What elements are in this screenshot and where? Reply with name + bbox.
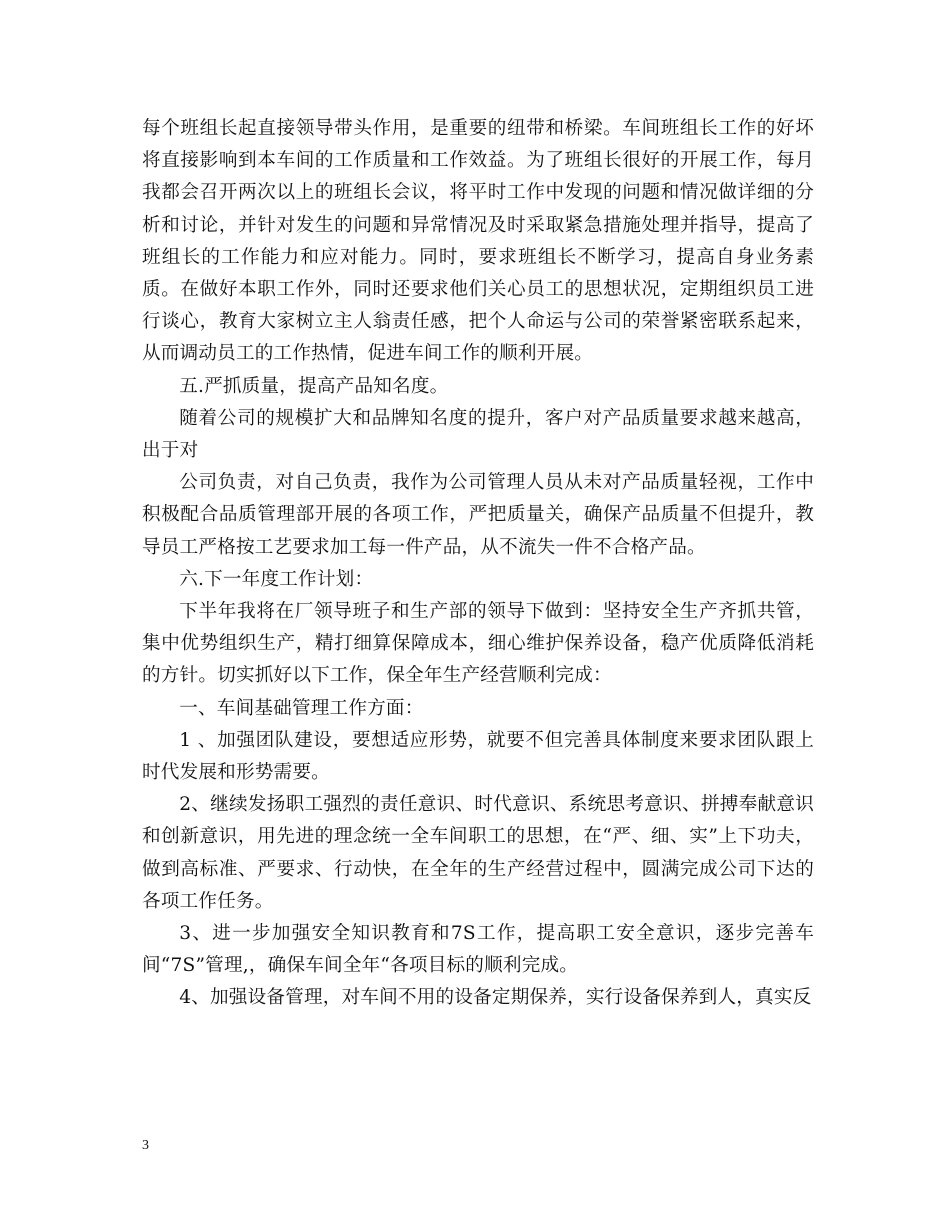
paragraph-heading-next-year-plan: 六.下一年度工作计划： bbox=[179, 568, 374, 590]
page-number: 3 bbox=[142, 1138, 149, 1153]
paragraph-team-leader-role: 每个班组长起直接领导带头作用，是重要的纽带和桥梁。车间班组长工作的好坏将直接影响到本车间的工作质量和工作效益。为了班组长很好的开展工作，每月我都会召开两次以上的班组长会议，将平时工作中发现的问题和情况做详细的分析和讨论，并针对发生的问题和异常情况及时采取紧急措施处理并指导，提高了班组长的工作能力和应对能力。同时，要求班组长不断学习，提高自身业务素质。在做好本职工作外，同时还要求他们关心员工的思想状况，定期组织员工进行谈心，教育大家树立主人翁责任感，把个人命运与公司的荣誉紧密联系起来，从而调动员工的工作热情，促进车间工作的顺利开展。 bbox=[142, 118, 814, 365]
paragraph-customer-quality: 随着公司的规模扩大和品牌知名度的提升，客户对产品质量要求越来越高，出于对 bbox=[142, 407, 814, 462]
paragraph-item-2-awareness: 2、继续发扬职工强烈的责任意识、时代意识、系统思考意识、拼搏奉献意识和创新意识，用先进的理念统一全车间职工的思想，在“严、细、实”上下功夫，做到高标准、严要求、行动快，在全年的生产经营过程中，圆满完成公司下达的各项工作任务。 bbox=[142, 794, 814, 912]
paragraph-heading-basic-management: 一、车间基础管理工作方面： bbox=[179, 697, 424, 719]
paragraph-second-half-plan: 下半年我将在厂领导班子和生产部的领导下做到：坚持安全生产齐抓共管，集中优势组织生产，精打细算保障成本，细心维护保养设备，稳产优质降低消耗的方针。切实抓好以下工作，保全年生产经营顺利完成： bbox=[142, 601, 814, 687]
paragraph-company-responsibility: 公司负责，对自己负责，我作为公司管理人员从未对产品质量轻视，工作中积极配合品质管理部开展的各项工作，严把质量关，确保产品质量不但提升，教导员工严格按工艺要求加工每一件产品，从不流失一件不合格产品。 bbox=[142, 472, 814, 558]
paragraph-item-3-safety-7s: 3、进一步加强安全知识教育和7S工作，提高职工安全意识，逐步完善车间“7S”管理,，确保车间全年“各项目标的顺利完成。 bbox=[142, 923, 814, 977]
document-body bbox=[142, 113, 814, 1015]
paragraph-heading-quality: 五.严抓质量，提高产品知名度。 bbox=[179, 375, 449, 397]
paragraph-item-4-equipment: 4、加强设备管理，对车间不用的设备定期保养，实行设备保养到人，真实反 bbox=[179, 987, 812, 1009]
paragraph-item-1-team-building: 1 、加强团队建设，要想适应形势，就要不但完善具体制度来要求团队跟上时代发展和形势需要。 bbox=[142, 729, 814, 784]
